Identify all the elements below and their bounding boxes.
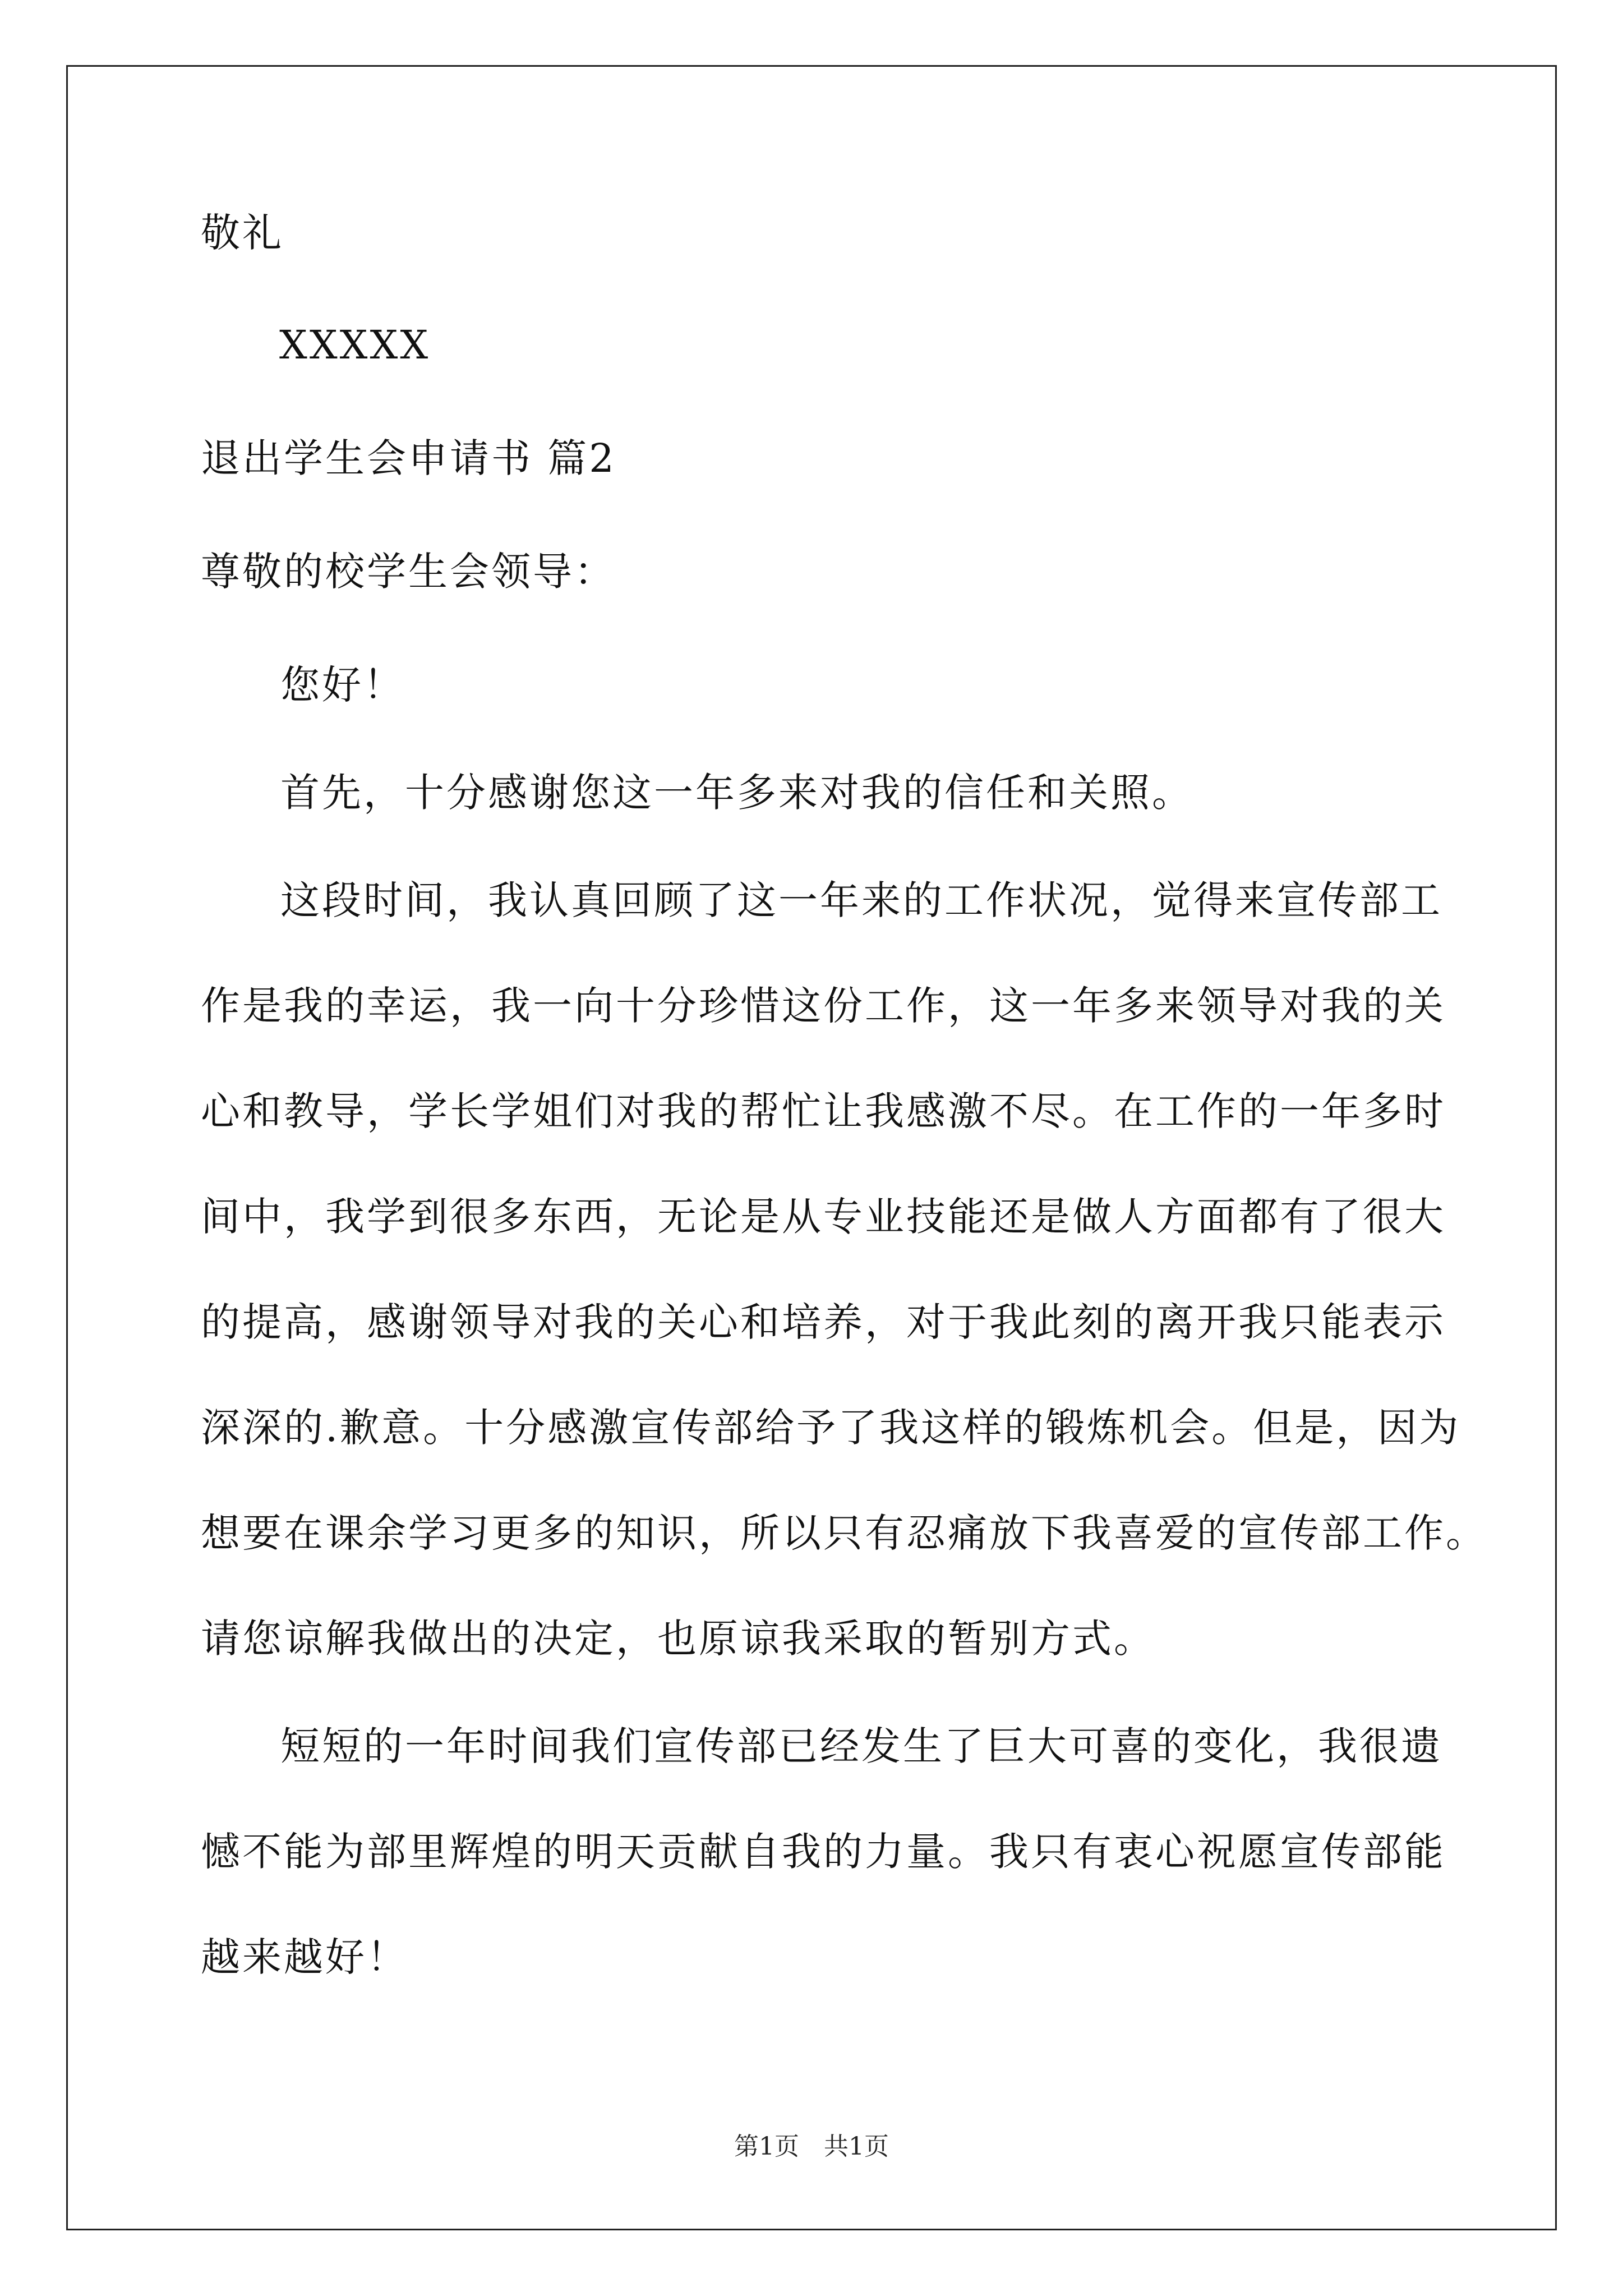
salutation: 尊敬的校学生会领导：: [201, 549, 616, 595]
paragraph-line: 短短的一年时间我们宣传部已经发生了巨大可喜的变化，我很遗: [280, 1723, 1442, 1769]
page-footer: 第1页 共1页: [734, 2132, 889, 2161]
paragraph-line: 请您谅解我做出的决定，也原谅我采取的暂别方式。: [201, 1616, 1155, 1662]
document-body: [201, 210, 1487, 1980]
section-heading: 退出学生会申请书 篇2: [201, 435, 616, 481]
closing-text: 敬礼: [201, 210, 284, 256]
paragraph-3: [201, 1723, 1446, 1980]
paragraph-1: [201, 770, 1435, 816]
paragraph-line: 首先，十分感谢您这一年多来对我的信任和关照。: [280, 770, 1193, 816]
paragraph-line: 越来越好！: [201, 1934, 408, 1980]
paragraph-line: 深深的.歉意。十分感激宣传部给予了我这样的锻炼机会。但是，因为: [201, 1405, 1461, 1451]
paragraph-line: 作是我的幸运，我一向十分珍惜这份工作，这一年多来领导对我的关: [201, 983, 1446, 1029]
paragraph-line: 想要在课余学习更多的知识，所以只有忍痛放下我喜爱的宣传部工作。: [201, 1510, 1487, 1556]
paragraph-line: 这段时间，我认真回顾了这一年来的工作状况，觉得来宣传部工: [280, 877, 1442, 923]
greeting: 您好！: [280, 662, 405, 708]
paragraph-line: 憾不能为部里辉煌的明天贡献自我的力量。我只有衷心祝愿宣传部能: [201, 1829, 1446, 1875]
paragraph-line: 心和教导，学长学姐们对我的帮忙让我感激不尽。在工作的一年多时: [201, 1088, 1446, 1134]
paragraph-2: [201, 877, 1487, 1662]
paragraph-line: 间中，我学到很多东西，无论是从专业技能还是做人方面都有了很大: [201, 1194, 1446, 1240]
signature: XXXXX: [279, 322, 431, 368]
paragraph-line: 的提高，感谢领导对我的关心和培养，对于我此刻的离开我只能表示: [201, 1299, 1446, 1345]
